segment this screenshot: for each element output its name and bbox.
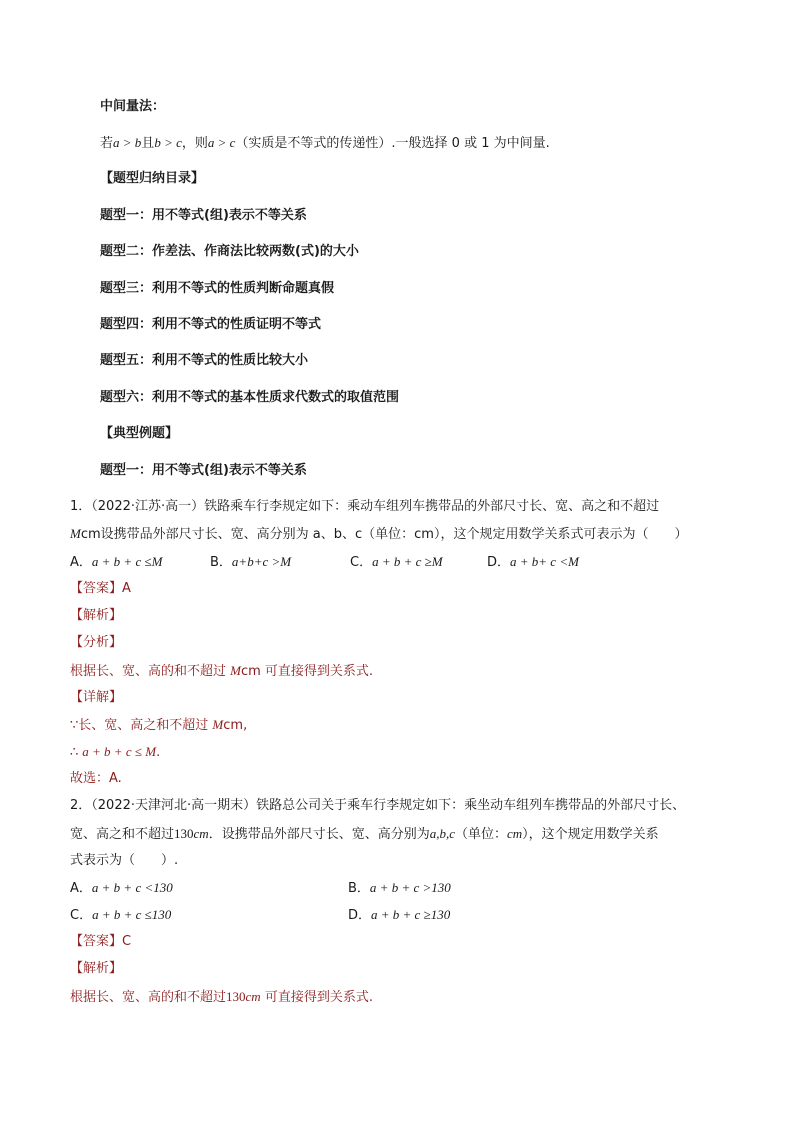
q2-option-b[interactable] [348, 879, 451, 898]
q1-answer: 【答案】A [70, 581, 131, 596]
option-label: D． [487, 555, 511, 570]
q2-value: 130 [174, 826, 194, 841]
q1-detail-line2 [70, 743, 160, 762]
q1-stem-text: cm设携带品外部尺寸长、宽、高分别为 a、b、c（单位：cm），这个规定用数学关系式可表示为（ ） [80, 527, 688, 542]
q2-stem-text: （单位： [454, 827, 507, 842]
detail-expr: a + b + c ≤ M [82, 744, 157, 759]
option-label: A． [70, 555, 92, 570]
rule-text: （实质是不等式的传递性）.一般选择 0 或 1 为中间量. [235, 136, 550, 151]
analysis-text: 根据长、宽、高的和不超过 [70, 990, 227, 1005]
q2-stem-line2 [70, 825, 659, 844]
analysis-var-m: M [230, 663, 241, 678]
option-label: B． [210, 555, 232, 570]
rule-text: ，则 [181, 136, 208, 151]
catalog-item: 题型六：利用不等式的基本性质求代数式的取值范围 [100, 390, 400, 405]
catalog-item: 题型四：利用不等式的性质证明不等式 [100, 317, 322, 332]
option-expr: a + b + c ≤130 [92, 907, 172, 922]
option-label: B． [348, 881, 370, 896]
option-label: C． [350, 555, 373, 570]
q2-analysis [70, 988, 373, 1007]
q2-option-a[interactable] [70, 879, 173, 898]
rule-math: a > b [113, 135, 142, 150]
q2-stem-text: ．设携带品外部尺寸长、宽、高分别为 [208, 827, 430, 842]
catalog-item: 题型三：利用不等式的性质判断命题真假 [100, 281, 335, 296]
q1-var-m: M [70, 526, 81, 541]
detail-text: 长、宽、高之和不超过 [78, 718, 213, 733]
detail-text: cm, [223, 718, 248, 733]
option-label: A． [70, 881, 92, 896]
analysis-text: 根据长、宽、高的和不超过 [70, 664, 231, 679]
detail-text: . [156, 745, 161, 760]
q2-answer: 【答案】C [70, 934, 132, 949]
q2-option-c[interactable] [70, 906, 171, 925]
analysis-value: 130 [226, 989, 246, 1004]
analysis-text: 可直接得到关系式. [260, 990, 373, 1005]
option-expr: a + b + c ≤M [91, 554, 163, 569]
detail-var-m: M [212, 717, 224, 732]
option-expr: a + b + c ≥130 [371, 907, 451, 922]
option-label: C． [70, 908, 93, 923]
q2-stem-line1: 2．（2022·天津河北·高一期末）铁路总公司关于乘车行李规定如下：乘坐动车组列车携带品的外部尺寸长、 [70, 798, 686, 813]
option-expr: a + b+ c <M [510, 554, 579, 569]
q2-stem-line3: 式表示为（ ）. [70, 853, 179, 868]
q1-jiexi-label: 【解析】 [70, 608, 123, 623]
q1-option-d[interactable] [487, 553, 579, 572]
therefore-symbol: ∴ [70, 745, 79, 760]
q1-stem-line2 [70, 525, 687, 544]
q1-analysis [70, 662, 373, 681]
option-expr: a + b + c ≥M [372, 554, 443, 569]
option-label: D． [348, 908, 372, 923]
q1-detail-line1 [70, 716, 247, 735]
q2-vars: a,b,c [429, 826, 455, 841]
section-title: 题型一：用不等式(组)表示不等关系 [100, 463, 307, 478]
rule-math: b > c [154, 135, 182, 150]
catalog-heading: 【题型归纳目录】 [100, 171, 205, 186]
q1-option-a[interactable] [70, 553, 162, 572]
q2-unit: cm [507, 826, 523, 841]
analysis-text: cm 可直接得到关系式. [240, 664, 374, 679]
rule-text: 若 [100, 136, 114, 151]
option-expr: a+b+c >M [231, 554, 292, 569]
because-symbol: ∵ [70, 718, 79, 733]
examples-heading: 【典型例题】 [100, 426, 179, 441]
q1-choice: 故选：A. [70, 771, 122, 786]
option-expr: a + b + c <130 [91, 880, 173, 895]
rule-math: a > c [207, 135, 236, 150]
catalog-item: 题型二：作差法、作商法比较两数(式)的大小 [100, 244, 359, 259]
q1-detail-label: 【详解】 [70, 690, 123, 705]
q1-stem-line1: 1．（2022·江苏·高一）铁路乘车行李规定如下：乘动车组列车携带品的外部尺寸长、宽、高之和不超过 [70, 499, 660, 514]
q2-stem-text: 宽、高之和不超过 [70, 827, 175, 842]
q2-unit: cm [193, 826, 209, 841]
q1-option-c[interactable] [350, 553, 443, 572]
q2-option-d[interactable] [348, 906, 450, 925]
q2-jiexi-label: 【解析】 [70, 961, 123, 976]
q1-fenxi-label: 【分析】 [70, 635, 123, 650]
option-expr: a + b + c >130 [369, 880, 451, 895]
q2-stem-text: ），这个规定用数学关系 [522, 827, 659, 842]
catalog-item: 题型五：利用不等式的性质比较大小 [100, 353, 309, 368]
analysis-unit: cm [245, 989, 261, 1004]
q1-option-b[interactable] [210, 553, 291, 572]
catalog-item: 题型一：用不等式(组)表示不等关系 [100, 208, 307, 223]
method-title: 中间量法： [100, 99, 166, 114]
transitivity-rule [100, 134, 550, 153]
rule-text: 且 [141, 136, 155, 151]
